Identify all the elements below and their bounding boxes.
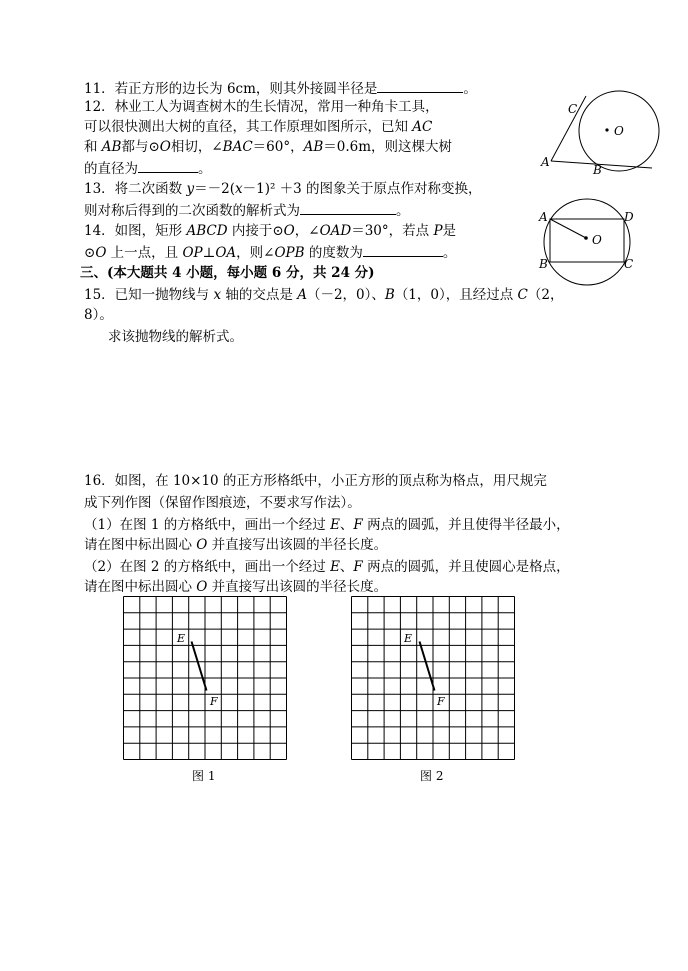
q15-text-1a: 15．已知一抛物线与 xyxy=(84,287,214,303)
q12-text-3e: ＝0.6m，则这棵大树 xyxy=(323,139,453,155)
q14-p: P xyxy=(433,223,443,239)
q15-c: C xyxy=(517,287,528,303)
q14-end: 。 xyxy=(442,245,457,261)
q12-text-2: 可以很快测出大树的直径，其工作原理如图所示，已知 xyxy=(84,119,413,135)
q16-text-3a: （1）在图 1 的方格纸中，画出一个经过 xyxy=(84,517,331,533)
q12-ab: AB xyxy=(101,139,122,155)
q11-text: 11．若正方形的边长为 6cm，则其外接圆半径是 xyxy=(84,81,378,97)
q12-line-4 xyxy=(84,158,212,178)
segment-ef xyxy=(420,642,435,691)
q14-text-2a: ⊙ xyxy=(84,245,96,261)
q12-ac: AC xyxy=(412,119,433,135)
q15-line-1 xyxy=(84,286,563,304)
q13-x: x xyxy=(234,181,243,197)
q14-text-2b: 上一点，且 xyxy=(106,245,183,261)
label-c: C xyxy=(624,257,634,271)
q12-line-3 xyxy=(84,138,452,156)
q16-f-2: F xyxy=(353,559,363,575)
q12-o: O xyxy=(159,139,171,155)
q16-text-6b: 并直接写出该圆的半径长度。 xyxy=(207,579,388,595)
q14-text-2c: ⊥ xyxy=(202,245,216,261)
q16-sep-2: 、 xyxy=(339,559,354,575)
grid-figure-1[interactable] xyxy=(123,596,287,760)
q16-text-4b: 并直接写出该圆的半径长度。 xyxy=(207,537,388,553)
q12-text-4: 的直径为 xyxy=(84,161,138,177)
q12-end: 。 xyxy=(198,161,212,177)
q14-text-1e: 是 xyxy=(442,223,457,239)
figure-2-caption: 图 2 xyxy=(420,769,444,783)
q12-text-3c: 相切，∠ xyxy=(170,139,223,155)
q13-text-1c: －1)² ＋3 的图象关于原点作对称变换， xyxy=(242,181,482,197)
q13-text-1a: 13．将二次函数 xyxy=(84,181,187,197)
q16-line-1: 16．如图，在 10×10 的正方形格纸中，小正方形的顶点称为格点，用尺规完 xyxy=(84,473,547,489)
label-b: B xyxy=(593,163,602,177)
label-o: O xyxy=(614,124,624,138)
q16-line-5 xyxy=(84,558,570,576)
q12-text-3a: 和 xyxy=(84,139,102,155)
q14-opb: OPB xyxy=(274,245,305,261)
circle-o xyxy=(544,199,630,285)
q16-text-5b: 两点的圆弧，并且使圆心是格点， xyxy=(362,559,570,575)
label-e: E xyxy=(177,632,186,645)
q13-text-1b: ＝－2( xyxy=(194,181,235,197)
q16-f: F xyxy=(353,517,363,533)
q14-oa: OA xyxy=(215,245,237,261)
q14-answer-blank[interactable] xyxy=(363,242,443,257)
q12-line-1 xyxy=(84,98,439,116)
q15-line-2: 8）。 xyxy=(84,307,113,323)
q16-line-2: 成下列作图（保留作图痕迹，不要求写作法）。 xyxy=(84,495,361,511)
q15-b: B xyxy=(384,287,395,303)
q16-line-3 xyxy=(84,516,570,534)
grid-lines xyxy=(124,597,287,760)
segment-ef xyxy=(192,642,207,691)
q15-text-1d: （1，0），且经过点 xyxy=(394,287,518,303)
q15-line-3: 求该抛物线的解析式。 xyxy=(108,329,243,345)
label-d: D xyxy=(624,210,634,224)
q16-text-3b: 两点的圆弧，并且使得半径最小， xyxy=(362,517,570,533)
label-c: C xyxy=(568,102,578,116)
q14-text-1b: 内接于⊙ xyxy=(227,223,284,239)
q11-answer-blank[interactable] xyxy=(377,78,463,93)
q13-y: y xyxy=(186,181,195,197)
q15-text-1e: （2， xyxy=(527,287,564,303)
q14-line-1 xyxy=(84,222,456,240)
q14-op: OP xyxy=(182,245,203,261)
q14-text-2e: 的度数为 xyxy=(304,245,363,261)
center-point xyxy=(605,128,608,131)
q15-text-1b: 轴的交点是 xyxy=(221,287,298,303)
q12-text-3d: ＝60°， xyxy=(252,139,304,155)
q14-oad: OAD xyxy=(319,223,352,239)
q11-line xyxy=(84,78,477,98)
grid-figure-2[interactable] xyxy=(351,596,515,760)
q13-text-2: 则对称后得到的二次函数的解析式为 xyxy=(84,203,300,219)
q14-text-2d: ，则∠ xyxy=(236,245,275,261)
q14-line-2 xyxy=(84,242,456,262)
q14-text-1d: ＝30°，若点 xyxy=(351,223,434,239)
label-e: E xyxy=(404,632,413,645)
section-3-heading: 三、(本大题共 4 小题，每小题 6 分，共 24 分) xyxy=(80,265,375,281)
figure-1-caption: 图 1 xyxy=(192,769,216,783)
q12-answer-blank[interactable] xyxy=(138,158,198,173)
q13-line-1 xyxy=(84,180,482,198)
center-point xyxy=(584,236,588,240)
label-f: F xyxy=(437,695,445,708)
rectangle-abcd xyxy=(550,219,624,262)
q12-text-1: 12．林业工人为调查树木的生长情况，常用一种角卡工具， xyxy=(84,99,439,115)
q16-e-2: E xyxy=(330,559,340,575)
grid-lines xyxy=(352,597,515,760)
q15-a: A xyxy=(297,287,307,303)
q16-line-6 xyxy=(84,578,387,596)
q16-sep: 、 xyxy=(339,517,354,533)
q16-text-4a: 请在图中标出圆心 xyxy=(84,537,197,553)
q16-o: O xyxy=(196,537,208,553)
label-a: A xyxy=(541,155,550,169)
q12-line-2 xyxy=(84,118,432,136)
q11-end: 。 xyxy=(463,81,477,97)
inscribed-rectangle-diagram xyxy=(536,206,646,286)
q16-o-2: O xyxy=(196,579,208,595)
q16-text-6a: 请在图中标出圆心 xyxy=(84,579,197,595)
q16-text-5a: （2）在图 2 的方格纸中，画出一个经过 xyxy=(84,559,331,575)
q16-line-4 xyxy=(84,536,387,554)
q13-answer-blank[interactable] xyxy=(300,200,396,215)
q12-ab-2: AB xyxy=(303,139,324,155)
q14-o-2: O xyxy=(95,245,107,261)
label-f: F xyxy=(210,695,218,708)
q14-abcd: ABCD xyxy=(186,223,228,239)
q16-e: E xyxy=(330,517,340,533)
tangent-circle-diagram xyxy=(537,88,687,178)
label-b: B xyxy=(539,257,548,271)
label-a: A xyxy=(539,210,548,224)
q13-end: 。 xyxy=(396,203,410,219)
label-o: O xyxy=(592,233,602,247)
q14-o: O xyxy=(283,223,295,239)
q12-text-3b: 都与⊙ xyxy=(121,139,160,155)
segment-oa xyxy=(550,219,586,238)
q15-x: x xyxy=(213,287,222,303)
q14-text-1a: 14．如图，矩形 xyxy=(84,223,187,239)
q14-text-1c: ，∠ xyxy=(294,223,320,239)
q13-line-2 xyxy=(84,200,410,220)
q15-text-1c: （－2，0）、 xyxy=(306,287,385,303)
q12-bac: BAC xyxy=(222,139,253,155)
